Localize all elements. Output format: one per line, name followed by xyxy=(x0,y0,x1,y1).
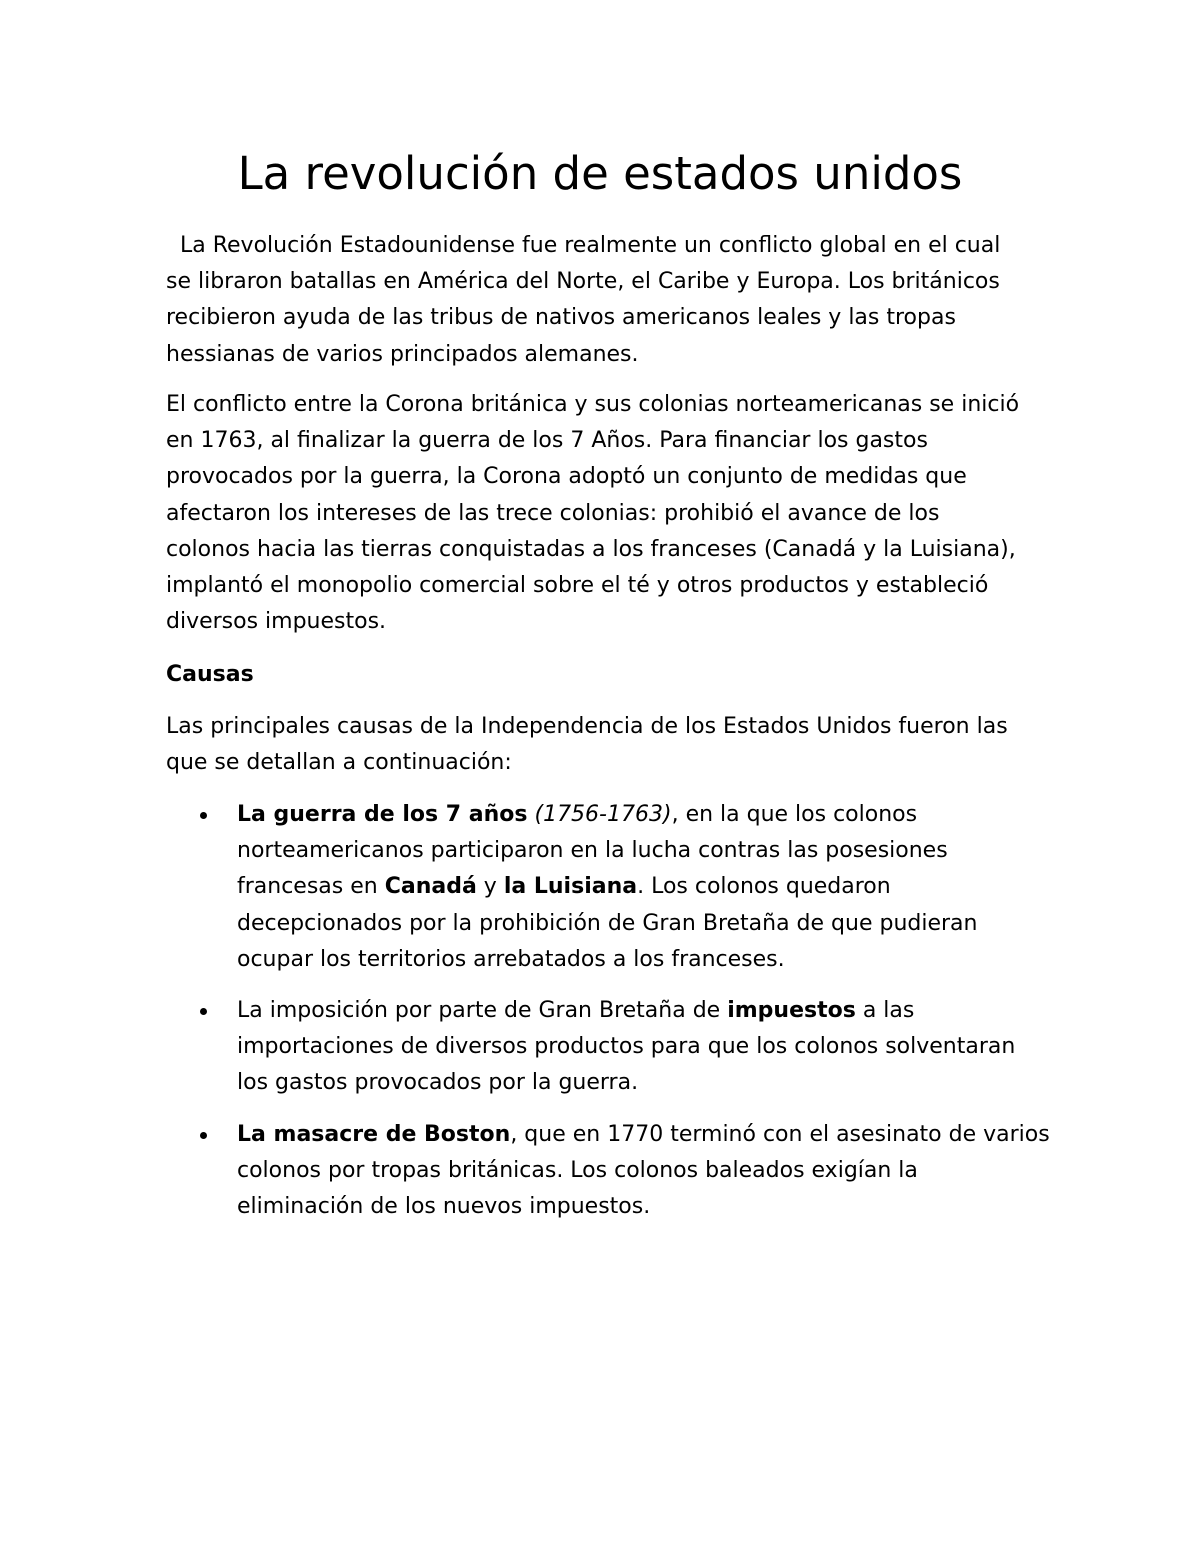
context-line: provocados por la guerra, la Corona adoptó un conjunto de medidas que xyxy=(166,464,967,490)
context-line: implantó el monopolio comercial sobre el té y otros productos y estableció xyxy=(166,573,989,599)
intro-line: hessianas de varios principados alemanes. xyxy=(166,341,639,367)
italic-text: (1756-1763) xyxy=(534,802,672,827)
causes-heading: Causas xyxy=(166,662,254,687)
bullet-icon xyxy=(200,1008,207,1015)
text-segment: a las xyxy=(855,998,915,1023)
causes-intro-line: Las principales causas de la Independencia de los Estados Unidos fueron las xyxy=(166,714,1008,739)
text-segment: La imposición por parte de Gran Bretaña de xyxy=(237,998,728,1023)
text-segment: , que en 1770 terminó con el asesinato de varios xyxy=(510,1122,1050,1147)
cause-item-line: ocupar los territorios arrebatados a los franceses. xyxy=(237,946,785,972)
intro-line: La Revolución Estadounidense fue realmente un conflicto global en el cual xyxy=(166,233,1001,258)
intro-line: se libraron batallas en América del Norte, el Caribe y Europa. Los británicos xyxy=(166,269,1000,295)
bold-text: La guerra de los 7 años xyxy=(237,802,528,827)
causes-intro-line: que se detallan a continuación: xyxy=(166,750,512,776)
intro-paragraph xyxy=(166,228,1046,373)
context-line: colonos hacia las tierras conquistadas a los franceses (Canadá y la Luisiana), xyxy=(166,536,1016,562)
cause-item-line: decepcionados por la prohibición de Gran Bretaña de que pudieran xyxy=(237,910,978,936)
cause-item-line: colonos por tropas británicas. Los colonos baleados exigían la xyxy=(237,1158,918,1184)
bullet-icon xyxy=(200,1132,207,1139)
cause-item-line: los gastos provocados por la guerra. xyxy=(237,1070,639,1096)
text-segment: francesas en xyxy=(237,874,385,900)
text-segment: , en la que los colonos xyxy=(671,802,918,827)
cause-item-seven-years-war xyxy=(237,797,1057,978)
bold-text: impuestos xyxy=(727,998,856,1023)
cause-item-line: norteamericanos participaron en la lucha contras las posesiones xyxy=(237,838,948,864)
context-line: en 1763, al finalizar la guerra de los 7 Años. Para financiar los gastos xyxy=(166,428,928,454)
context-line: afectaron los intereses de las trece colonias: prohibió el avance de los xyxy=(166,500,940,526)
context-line: El conflicto entre la Corona británica y sus colonias norteamericanas se inició xyxy=(166,392,1020,417)
bold-text: La masacre de Boston xyxy=(237,1122,511,1147)
context-paragraph xyxy=(166,387,1046,640)
context-line: diversos impuestos. xyxy=(166,609,387,635)
cause-item-line xyxy=(237,797,1057,833)
document-title: La revolución de estados unidos xyxy=(237,147,963,200)
cause-item-line: eliminación de los nuevos impuestos. xyxy=(237,1194,651,1220)
bold-text: la Luisiana xyxy=(503,874,638,900)
causes-intro-paragraph xyxy=(166,709,1046,781)
cause-item-boston-massacre xyxy=(237,1117,1057,1226)
cause-item-line xyxy=(237,993,1057,1029)
cause-item-line xyxy=(237,1117,1057,1153)
bullet-icon xyxy=(200,812,207,819)
text-segment: . Los colonos quedaron xyxy=(637,874,891,900)
cause-item-taxes xyxy=(237,993,1057,1102)
cause-item-line xyxy=(237,869,1057,905)
intro-line: recibieron ayuda de las tribus de nativos americanos leales y las tropas xyxy=(166,305,956,331)
bold-text: Canadá xyxy=(384,874,477,900)
text-segment: y xyxy=(476,874,504,900)
cause-item-line: importaciones de diversos productos para que los colonos solventaran xyxy=(237,1034,1016,1060)
